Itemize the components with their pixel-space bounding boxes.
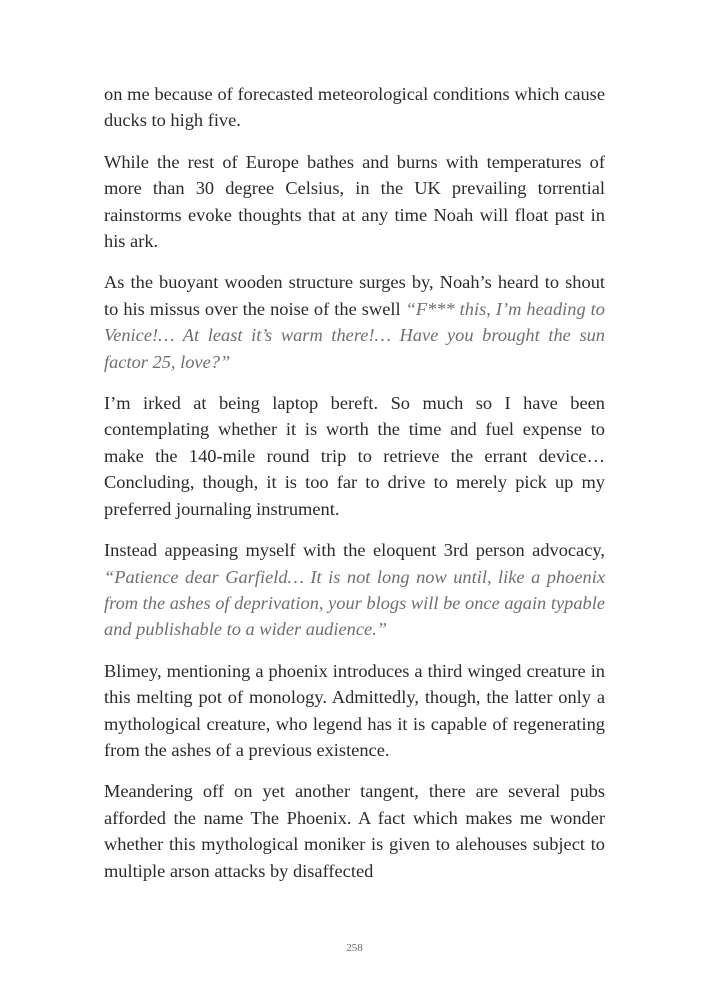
body-text — [104, 81, 605, 884]
italic-quote: “Patience dear Garfield… It is not long now until, like a phoenix from the ashes of deprivation, your blogs will be once again typable and publishable to a wider audience.” — [104, 566, 605, 640]
paragraph — [104, 81, 605, 134]
paragraph — [104, 778, 605, 884]
paragraph — [104, 269, 605, 375]
paragraph — [104, 537, 605, 643]
paragraph-text: Meandering off on yet another tangent, there are several pubs afforded the name The Phoenix. A fact which makes me wonder whether this mythological moniker is given to alehouses subject to multiple arson attacks by disaffected — [104, 781, 605, 881]
paragraph-text: Instead appeasing myself with the eloquent 3rd person advocacy, — [104, 540, 605, 561]
paragraph-text: While the rest of Europe bathes and burns with temperatures of more than 30 degree Celsius, in the UK prevailing torrential rainstorms evoke thoughts that at any time Noah will float past in his ark. — [104, 151, 605, 252]
italic-quote: “F*** this, I’m heading to Venice!… At least it’s warm there!… Have you brought the sun factor 25, love?” — [104, 298, 605, 372]
paragraph-text: I’m irked at being laptop bereft. So much so I have been contemplating whether it is worth the time and fuel expense to make the 140-mile round trip to retrieve the errant device… Concluding, though, it is too far to drive to merely pick up my preferred journaling instrument. — [104, 393, 605, 519]
paragraph-text: on me because of forecasted meteorological conditions which cause ducks to high five. — [104, 84, 605, 131]
paragraph — [104, 149, 605, 255]
paragraph — [104, 390, 605, 522]
page-number: 258 — [346, 942, 363, 954]
paragraph-text: Blimey, mentioning a phoenix introduces a third winged creature in this melting pot of monology. Admittedly, though, the latter only a mythological creature, who legend has it is capable of regenerating from the ashes of a previous existence. — [104, 660, 605, 760]
paragraph-text: As the buoyant wooden structure surges by, Noah’s heard to shout to his missus over the noise of the swell — [104, 272, 605, 319]
paragraph — [104, 658, 605, 764]
